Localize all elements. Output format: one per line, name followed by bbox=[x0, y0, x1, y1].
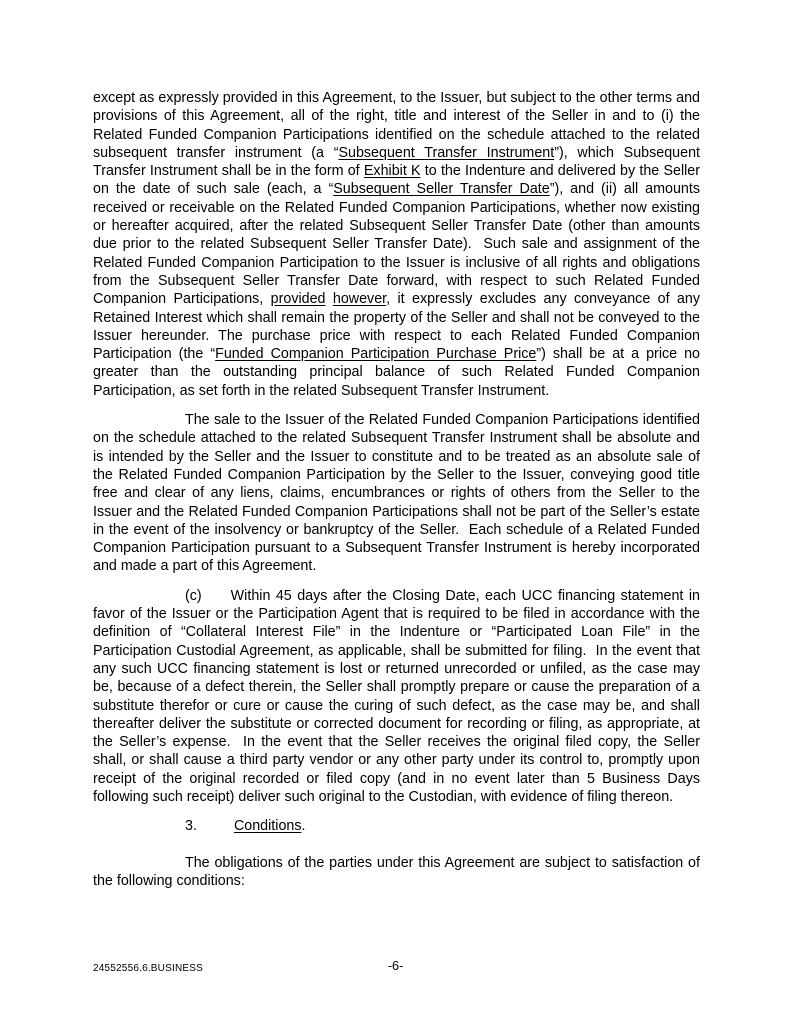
defined-term-underlined: Conditions bbox=[233, 818, 302, 835]
paragraph-c-ucc-financing bbox=[93, 587, 700, 807]
defined-term-underlined: provided bbox=[270, 291, 326, 308]
text-segment: ”) shall be at a price no greater than the outstanding principal balance of such Related Funded Companion Participation, as set forth in the related Subsequent Transfer Instrument. bbox=[93, 346, 700, 399]
text-segment: , it expressly excludes any conveyance of any Retained Interest which shall remain the property of the Seller and shall not be conveyed to the Issuer hereunder. The purchase price with respect to each Related Funded Companion Participation (the “ bbox=[93, 291, 700, 363]
text-segment: ”), which Subsequent Transfer Instrument shall be in the form of bbox=[93, 144, 700, 180]
paragraph-continuation-sale-assignment bbox=[93, 89, 700, 400]
text-segment: (c) bbox=[185, 587, 202, 604]
defined-term-underlined: Subsequent Seller Transfer Date bbox=[333, 181, 550, 198]
paragraph-absolute-sale bbox=[93, 411, 700, 576]
text-segment: The sale to the Issuer of the Related Funded Companion Participations identified on the schedule attached to the related Subsequent Transfer Instrument shall be absolute and is intended by the Seller and the Issuer to constitute and to be treated as an absolute sale of the Related Funded Companion Participation by the Seller to the Issuer, conveying good title free and clear of any liens, claims, encumbrances or rights of others from the Seller to the Issuer and the Related Funded Companion Participations shall not be part of the Seller’s estate in the event of the insolvency or bankruptcy of the Seller. Each schedule of a Related Funded Companion Participation pursuant to a Subsequent Transfer Instrument is hereby incorporated and made a part of this Agreement. bbox=[93, 412, 700, 575]
text-segment: to the Indenture and delivered by the Seller on the date of such sale (each, a “ bbox=[93, 163, 701, 198]
paragraph-obligations bbox=[93, 854, 700, 891]
defined-term-underlined: Funded Companion Participation Purchase Price bbox=[215, 346, 537, 363]
footer-page-number: -6- bbox=[387, 959, 404, 973]
text-segment: . bbox=[301, 818, 306, 835]
text-segment: 3. bbox=[185, 818, 197, 835]
text-segment: except as expressly provided in this Agreement, to the Issuer, but subject to the other terms and provisions of this Agreement, all of the right, title and interest of the Seller in and to (i) the Related Funded Companion Participations identified on the schedule attached to the related subsequent transfer instrument (a “ bbox=[93, 90, 700, 161]
document-body bbox=[93, 89, 700, 901]
text-segment: Within 45 days after the Closing Date, each UCC financing statement in favor of the Issuer or the Participation Agent that is required to be filed in accordance with the definition of “Collateral Interest File” in the Indenture or “Participated Loan File” in the Participation Custodial Agreement, as applicable, shall be submitted for filing. In the event that any such UCC financing statement is lost or returned unrecorded or unfiled, as the case may be, because of a defect therein, the Seller shall promptly prepare or cause the preparation of a substitute therefor or cure or cause the curing of such defect, as the case may be, and shall thereafter deliver the substitute or corrected document for recording or filing, as appropriate, at the Seller’s expense. In the event that the Seller receives the original filed copy, the Seller shall, or shall cause a third party vendor or any other party under its control to, promptly upon receipt of the original recorded or filed copy (and in no event later than 5 Business Days following such receipt) deliver such original to the Custodian, with evidence of filing thereon. bbox=[93, 587, 700, 805]
text-segment bbox=[326, 291, 333, 307]
defined-term-underlined: however bbox=[332, 291, 387, 308]
text-segment: ”), and (ii) all amounts received or receivable on the Related Funded Companion Participations, whether now existing or hereafter acquired, after the related Subsequent Seller Transfer Date (other than amounts due prior to the related Subsequent Seller Transfer Date). Such sale and assignment of the Related Funded Companion Participation to the Issuer is inclusive of all rights and obligations from the Subsequent Seller Transfer Date forward, with respect to such Related Funded Companion Participations, bbox=[93, 181, 700, 308]
text-segment: The obligations of the parties under this Agreement are subject to satisfaction of the following conditions: bbox=[93, 854, 700, 889]
section-heading-conditions bbox=[93, 817, 700, 835]
defined-term-underlined: Exhibit K bbox=[363, 163, 421, 180]
footer-document-number: 24552556.6.BUSINESS bbox=[93, 963, 203, 974]
defined-term-underlined: Subsequent Transfer Instrument bbox=[338, 144, 555, 161]
